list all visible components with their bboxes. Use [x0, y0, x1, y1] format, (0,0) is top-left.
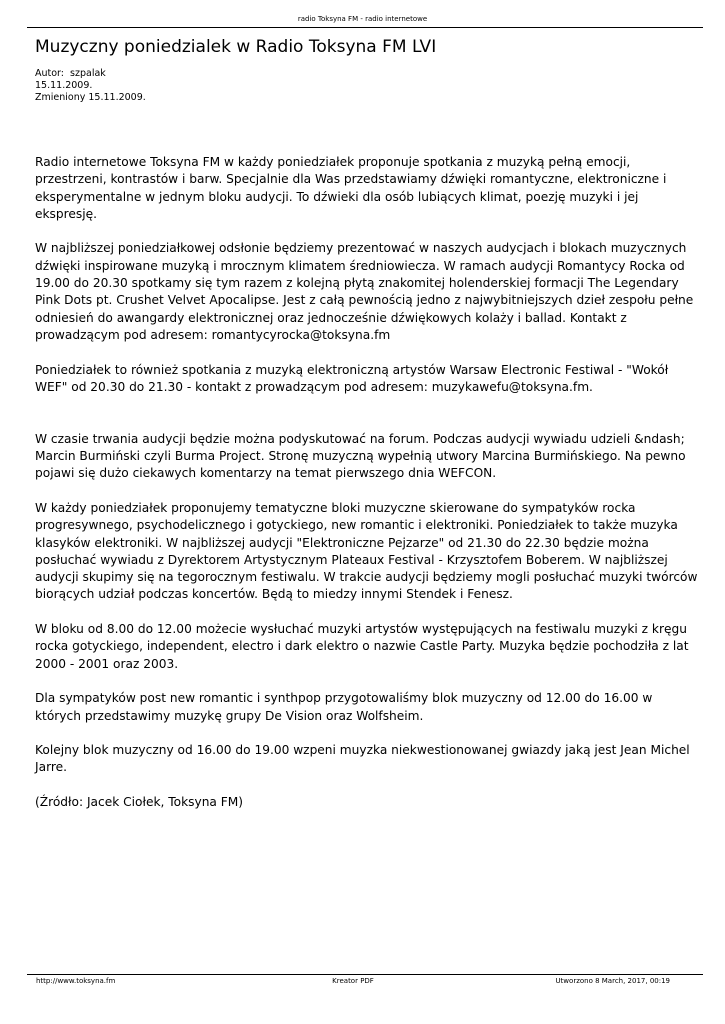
article-body [35, 154, 700, 829]
footer-generator: Kreator PDF [332, 977, 374, 985]
article-paragraph: W najbliższej poniedziałkowej odsłonie będziemy prezentować w naszych audycjach i blokach muzycznych dźwięki inspirowane muzyką i mrocznym klimatem średniowiecza. W ramach audycji Romantycy Rocka od 19.00 do 20.30 spotkamy się tym razem z kolejną płytą znakomitej holenderskiej formacji The Legendary Pink Dots pt. Crushet Velvet Apocalipse. Jest z całą pewnością jedno z najwybitniejszych dzieł zespołu pełne odniesień do awangardy elektronicznej oraz jednocześnie dźwiękowych kolaży i ballad. Kontakt z prowadzącym pod adresem: romantycyrocka@toksyna.fm [35, 241, 694, 342]
article-paragraph: W bloku od 8.00 do 12.00 możecie wysłuchać muzyki artystów występujących na festiwalu muzyki z kręgu rocka gotyckiego, independent, electro i dark elektro o nazwie Castle Party. Muzyka będzie pochodziła z lat 2000 - 2001 oraz 2003. [35, 622, 689, 671]
footer-created-date: Utworzono 8 March, 2017, 00:19 [555, 977, 670, 985]
footer-url: http://www.toksyna.fm [36, 977, 116, 985]
article-author: Autor: szpalak [35, 68, 106, 79]
article-paragraph: W każdy poniedziałek proponujemy tematyczne bloki muzyczne skierowane do sympatyków rocka progresywnego, psychodelicznego i gotyckiego, new romantic i elektroniki. Poniedziałek to także muzyka klasyków elektroniki. W najbliższej audycji "Elektroniczne Pejzarze" od 21.30 do 22.30 będzie można posłuchać wywiadu z Dyrektorem Artystycznym Plateaux Festival - Krzysztofem Boberem. W najbliższej audycji skupimy się na tegorocznym festiwalu. W trakcie audycji będziemy mogli posłuchać muzyki twórców biorących udział podczas koncertów. Będą to miedzy innymi Stendek i Fenesz. [35, 500, 698, 602]
article-paragraph: Radio internetowe Toksyna FM w każdy poniedziałek proponuje spotkania z muzyką pełną emocji, przestrzeni, kontrastów i barw. Specjalnie dla Was przedstawiamy dźwięki romantyczne, elektroniczne i eksperymentalne w jednym bloku audycji. To dźwieki dla osób lubiących klimat, poezję muzyki i jej ekspresję. [35, 155, 667, 221]
article-paragraph: Poniedziałek to również spotkania z muzyką elektroniczną artystów Warsaw Electronic Festiwal - "Wokół WEF" od 20.30 do 21.30 - kontakt z prowadzącym pod adresem: muzykawefu@toksyna.fm. [35, 362, 669, 394]
page-header: radio Toksyna FM - radio internetowe [297, 15, 428, 23]
article-source: (Źródło: Jacek Ciołek, Toksyna FM) [35, 794, 244, 809]
article-paragraph: W czasie trwania audycji będzie można podyskutować na forum. Podczas audycji wywiadu udzieli &ndash; Marcin Burmiński czyli Burma Project. Stronę muzyczną wypełnią utwory Marcina Burmińskiego. Na pewno pojawi się dużo ciekawych komentarzy na temat pierwszego dnia WEFCON. [35, 431, 686, 481]
article-meta [35, 68, 146, 104]
page-footer [36, 977, 670, 987]
article-modified-date: Zmieniony 15.11.2009. [35, 92, 146, 103]
article-paragraph: Kolejny blok muzyczny od 16.00 do 19.00 wzpeni muyzka niekwestionowanej gwiazdy jaką jest Jean Michel Jarre. [35, 743, 690, 775]
article-title: Muzyczny poniedzialek w Radio Toksyna FM LVI [35, 37, 437, 57]
header-divider [27, 27, 703, 28]
article-paragraph: Dla sympatyków post new romantic i synthpop przygotowaliśmy blok muzyczny od 12.00 do 16.00 w których przedstawimy muzykę grupy De Vision oraz Wolfsheim. [35, 691, 653, 723]
article-date: 15.11.2009. [35, 80, 93, 91]
footer-divider [27, 974, 703, 975]
paragraph-spacer [35, 413, 700, 430]
